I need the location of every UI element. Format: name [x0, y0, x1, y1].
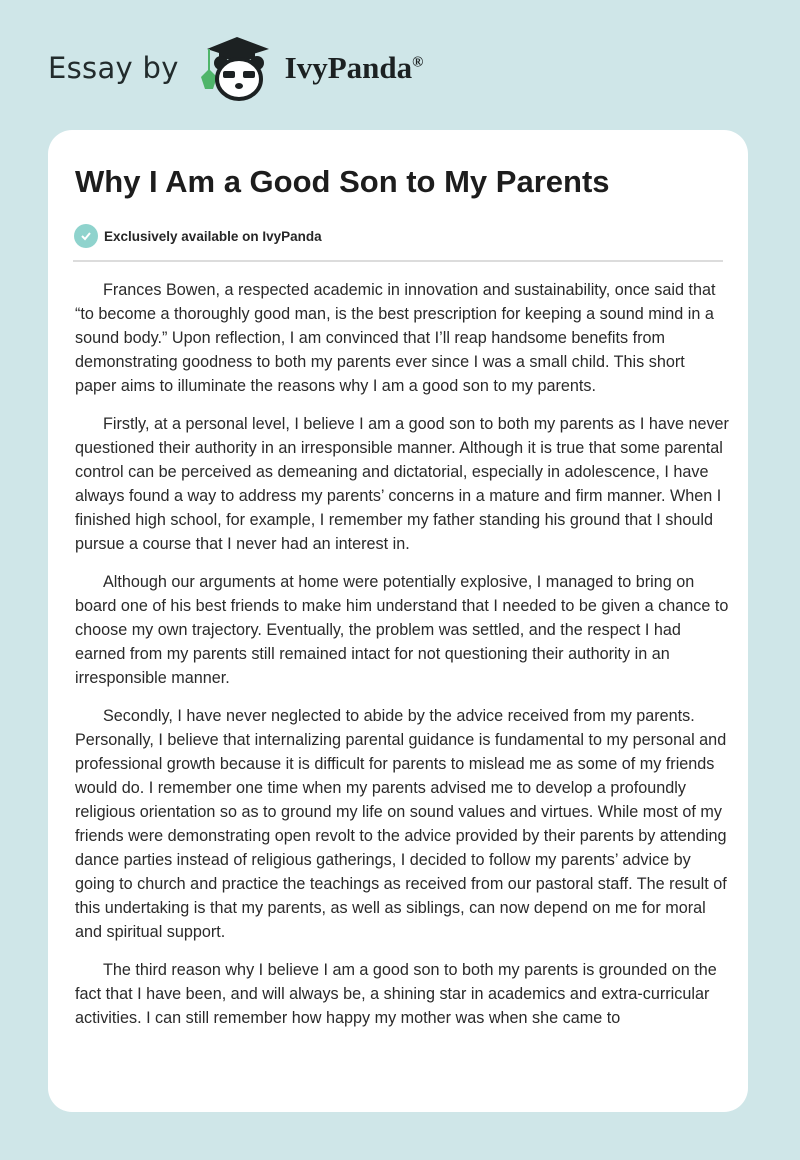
- essay-by-label: Essay by: [48, 51, 179, 85]
- essay-card: [48, 130, 748, 1112]
- paragraph: Secondly, I have never neglected to abide by the advice received from my parents. Personally, I believe that internalizing parental guidance is fundamental to my personal and professional growth because it is difficult for parents to mislead me as some of my friends would do. I remember one time when my parents advised me to develop a profoundly religious orientation so as to ground my life on sound values and virtues. While most of my friends were demonstrating open revolt to the advice provided by their parents by attending dance parties instead of religious gatherings, I decided to follow my parents’ advice by going to church and practice the teachings as received from our pastoral staff. The result of this undertaking is that my parents, as well as siblings, can now depend on me for moral and spiritual support.: [75, 707, 727, 941]
- paragraph: Frances Bowen, a respected academic in innovation and sustainability, once said that “to become a thoroughly good man, is the best prescription for keeping a sound mind in a sound body.” Upon reflection, I am convinced that I’ll reap handsome benefits from demonstrating goodness to both my parents ever since I was a small child. This short paper aims to illuminate the reasons why I am a good son to my parents.: [75, 281, 716, 395]
- essay-body: [75, 278, 729, 1044]
- exclusive-badge: [74, 224, 322, 248]
- divider: [73, 260, 723, 262]
- paragraph: The third reason why I believe I am a good son to both my parents is grounded on the fact that I have been, and will always be, a shining star in academics and extra-curricular activities. I can still remember how happy my mother was when she came to: [75, 961, 717, 1027]
- site-header: [48, 38, 423, 98]
- page-title: Why I Am a Good Son to My Parents: [75, 164, 610, 199]
- brand-name: IvyPanda®: [284, 50, 424, 85]
- badge-text: Exclusively available on IvyPanda: [104, 228, 322, 244]
- ivypanda-logo[interactable]: [197, 33, 424, 103]
- check-icon: [74, 224, 98, 248]
- paragraph: Firstly, at a personal level, I believe I am a good son to both my parents as I have never questioned their authority in an irresponsible manner. Although it is true that some parental control can be perceived as demeaning and dictatorial, especially in adolescence, I have always found a way to address my parents’ concerns in a mature and firm manner. When I finished high school, for example, I remember my father standing his ground that I should pursue a course that I never had an interest in.: [75, 415, 729, 553]
- panda-graduate-icon: [197, 33, 277, 103]
- paragraph: Although our arguments at home were potentially explosive, I managed to bring on board one of his best friends to make him understand that I needed to be given a chance to choose my own trajectory. Eventually, the problem was settled, and the respect I had earned from my parents still remained intact for not questioning their authority in an irresponsible manner.: [75, 573, 729, 687]
